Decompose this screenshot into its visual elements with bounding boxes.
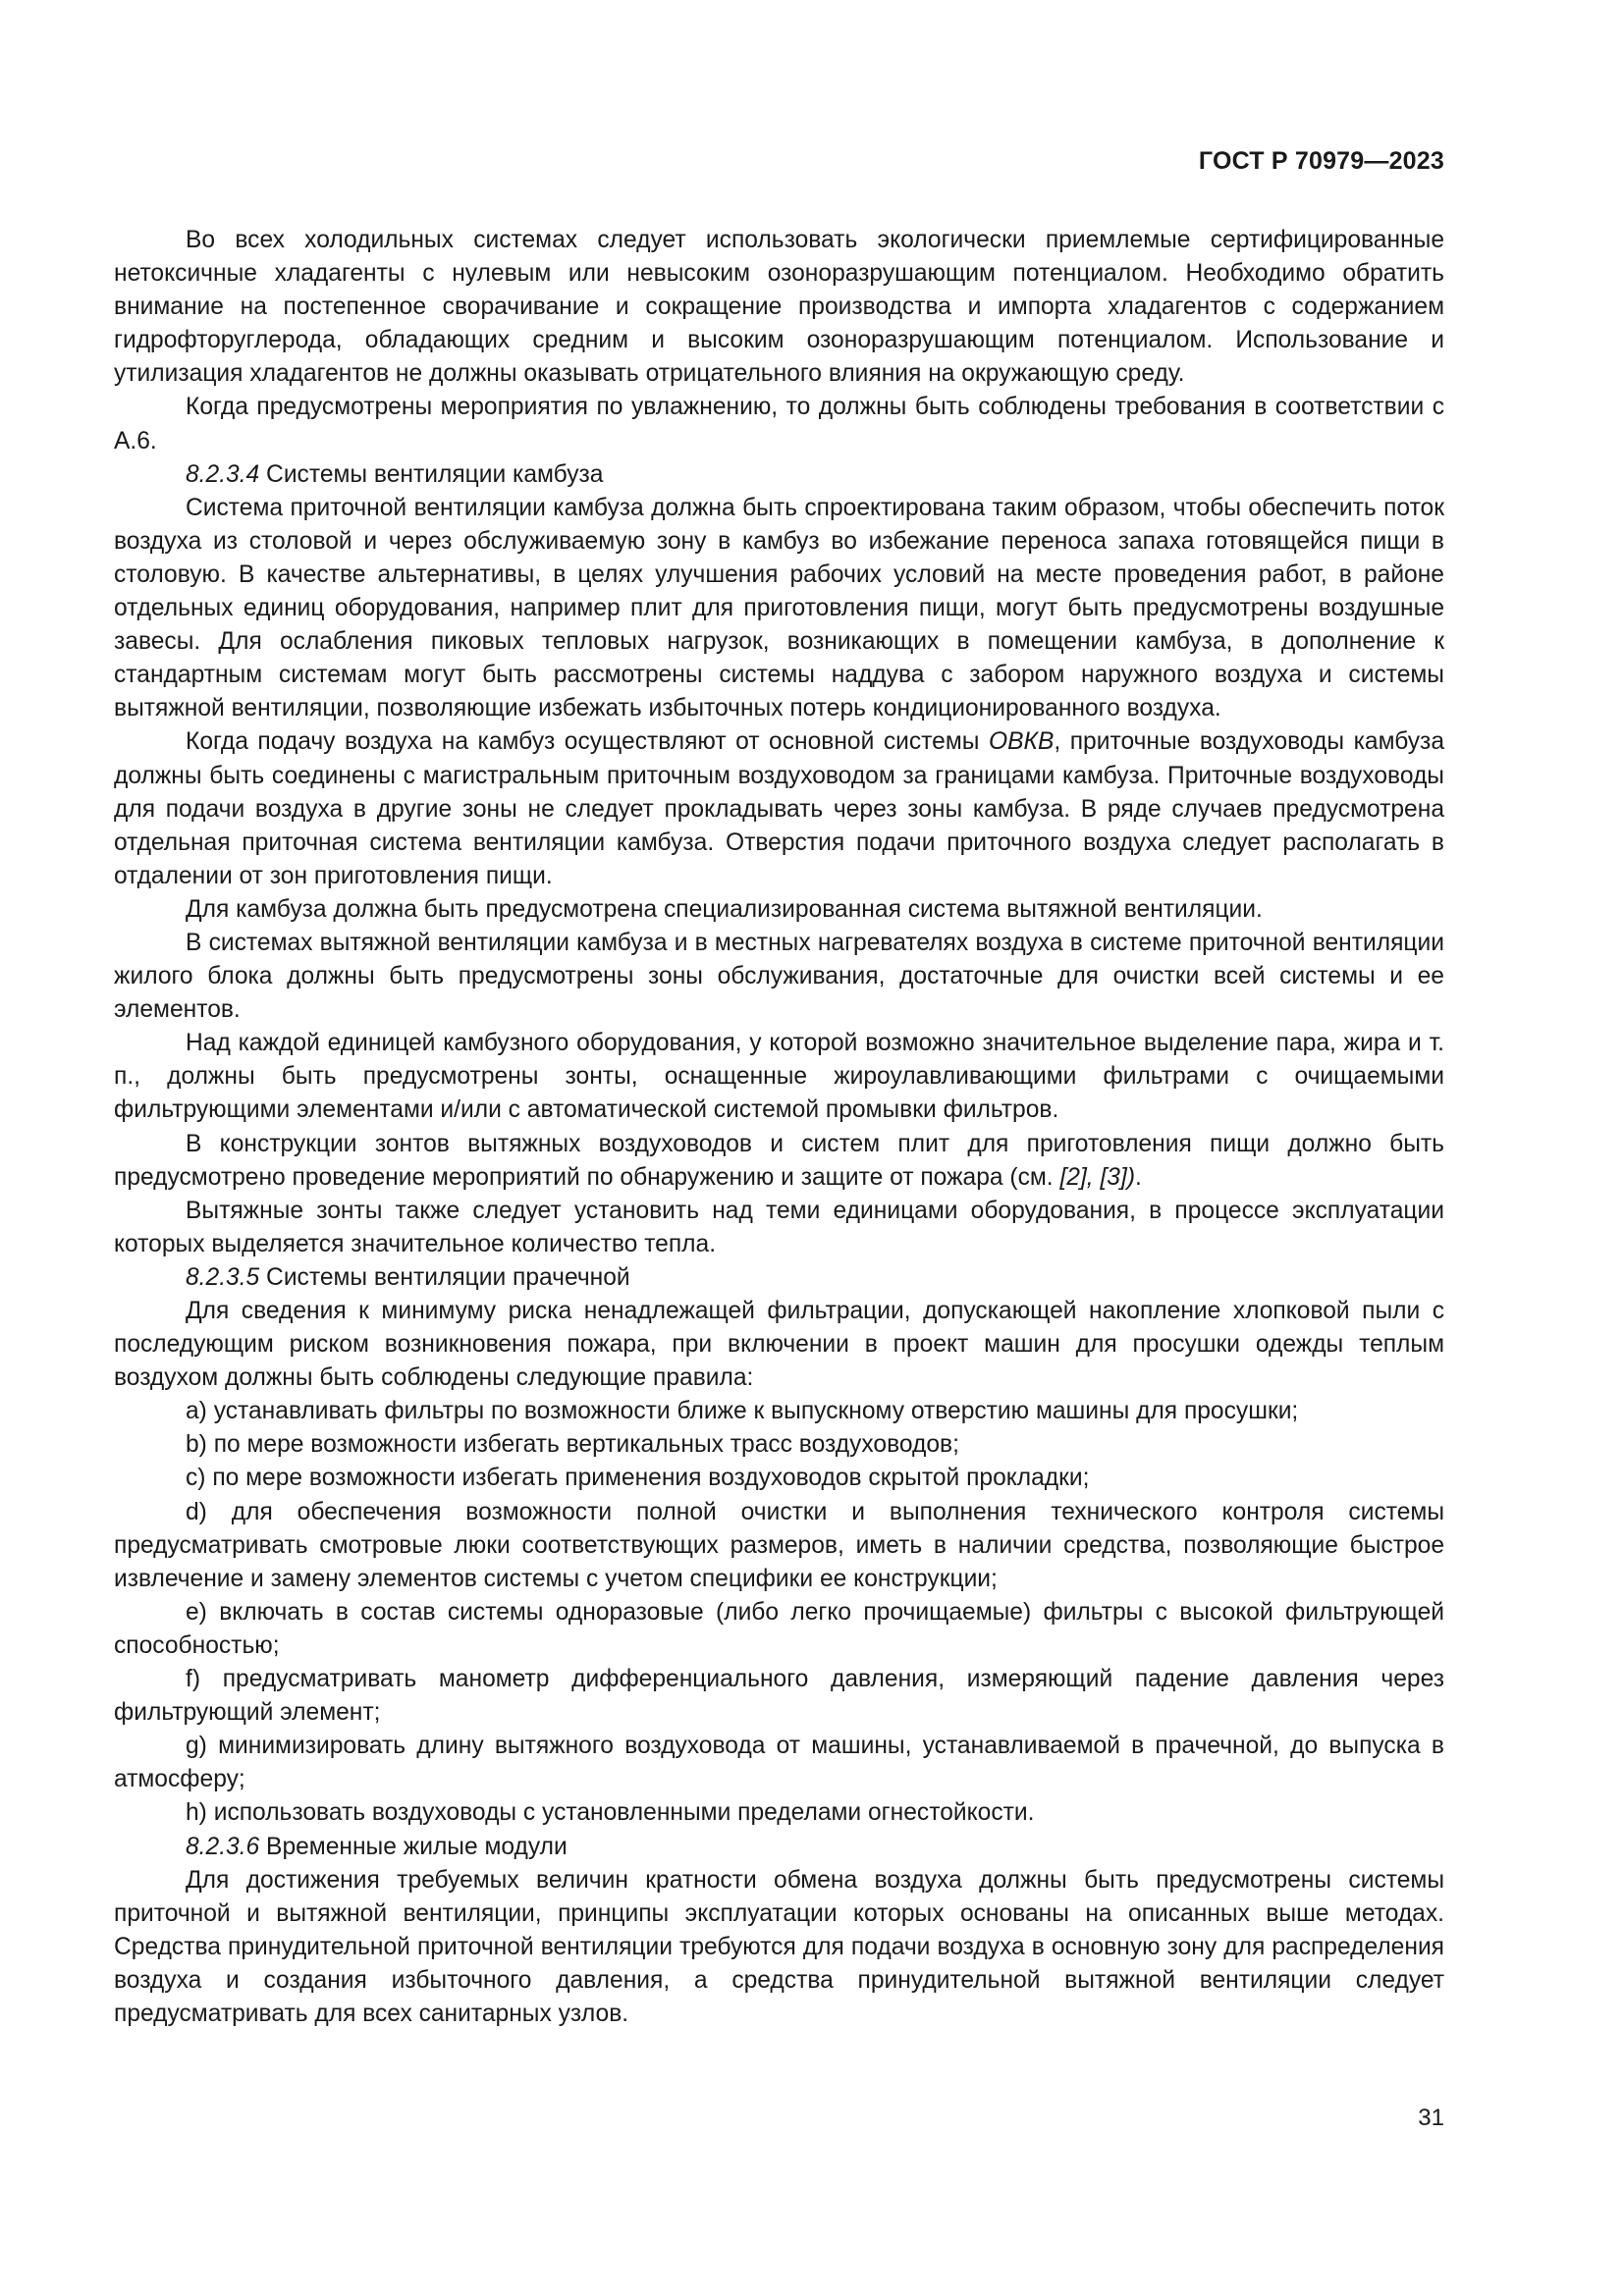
section-heading-8-2-3-4 — [114, 458, 1444, 492]
list-item: c) по мере возможности избегать применения воздуховодов скрытой прокладки; — [186, 1465, 1090, 1492]
reference: [2], [3]) — [1059, 1163, 1136, 1191]
list-item: a) устанавливать фильтры по возможности ближе к выпускному отверстию машины для просушки; — [186, 1398, 1299, 1425]
body-text — [114, 224, 1444, 2031]
text-run: . — [1135, 1163, 1142, 1191]
paragraph: Над каждой единицей камбузного оборудования, у которой возможно значительное выделение пара, жира и т. п., должны быть предусмотрены зонты, оснащенные жироулавливающими фильтрами с очищаемыми фильтрующими элементами и/или с автоматической системой промывки фильтров. — [114, 1030, 1444, 1124]
paragraph — [114, 1128, 1444, 1195]
list-item: g) минимизировать длину вытяжного воздуховода от машины, устанавливаемой в прачечной, до выпуска в атмосферу; — [114, 1733, 1444, 1793]
section-title: Временные жилые модули — [259, 1833, 568, 1860]
section-number: 8.2.3.4 — [186, 460, 260, 488]
text-run: В конструкции зонтов вытяжных воздуховодов и систем плит для приготовления пищи должно быть предусмотрено проведение мероприятий по обнаружению и защите от пожара (см. — [114, 1130, 1444, 1191]
paragraph: Для сведения к минимуму риска ненадлежащей фильтрации, допускающей накопление хлопковой пыли с последующим риском возникновения пожара, при включении в проект машин для просушки одежды теплым воздухом должны быть соблюдены следующие правила: — [114, 1298, 1444, 1392]
paragraph: Когда предусмотрены мероприятия по увлажнению, то должны быть соблюдены требования в соответствии с А.6. — [114, 394, 1444, 454]
paragraph: Во всех холодильных системах следует использовать экологически приемлемые сертифицированные нетоксичные хладагенты с нулевым или невысоким озоноразрушающим потенциалом. Необходимо обратить внимание на постепенное сворачивание и сокращение производства и импорта хладагентов с содержанием гидрофторуглерода, обладающих средним и высоким озоноразрушающим потенциалом. Использование и утилизация хладагентов не должны оказывать отрицательного влияния на окружающую среду. — [114, 227, 1444, 388]
paragraph — [114, 725, 1444, 892]
list-item: e) включать в состав системы одноразовые (либо легко прочищаемые) фильтры с высокой фильтрующей способностью; — [114, 1598, 1444, 1659]
document-id-header: ГОСТ Р 70979—2023 — [1198, 147, 1444, 175]
paragraph: Для камбуза должна быть предусмотрена специализированная система вытяжной вентиляции. — [186, 895, 1263, 923]
section-title: Системы вентиляции камбуза — [259, 460, 604, 488]
paragraph: Для достижения требуемых величин кратности обмена воздуха должны быть предусмотрены системы приточной и вытяжной вентиляции, принципы эксплуатации которых основаны на описанных выше методах. Средства принудительной приточной вентиляции требуются для подачи воздуха в основную зону для распределения воздуха и создания избыточного давления, а средства принудительной вытяжной вентиляции следует предусматривать для всех санитарных узлов. — [114, 1866, 1444, 2027]
section-heading-8-2-3-6 — [114, 1831, 1444, 1864]
list-item: f) предусматривать манометр дифференциального давления, измеряющий падение давления через фильтрующий элемент; — [114, 1666, 1444, 1727]
page-number: 31 — [1418, 2105, 1444, 2131]
paragraph: Вытяжные зонты также следует установить над теми единицами оборудования, в процессе эксплуатации которых выделяется значительное количество тепла. — [114, 1197, 1444, 1257]
paragraph: Система приточной вентиляции камбуза должна быть спроектирована таким образом, чтобы обеспечить поток воздуха из столовой и через обслуживаемую зону в камбуз во избежание переноса запаха готовящейся пищи в столовую. В качестве альтернативы, в целях улучшения рабочих условий на месте проведения работ, в районе отдельных единиц оборудования, например плит для приготовления пищи, могут быть предусмотрены воздушные завесы. Для ослабления пиковых тепловых нагрузок, возникающих в помещении камбуза, в дополнение к стандартным системам могут быть рассмотрены системы наддува с забором наружного воздуха и системы вытяжной вентиляции, позволяющие избежать избыточных потерь кондиционированного воздуха. — [114, 494, 1444, 722]
section-heading-8-2-3-5 — [114, 1261, 1444, 1295]
abbreviation: ОВКВ — [988, 728, 1055, 756]
text-run: , приточные воздуховоды камбуза должны быть соединены с магистральным приточным воздуховодом за границами камбуза. Приточные воздуховоды для подачи воздуха в другие зоны не следует прокладывать через зоны камбуза. В ряде случаев предусмотрена отдельная приточная система вентиляции камбуза. Отверстия подачи приточного воздуха следует располагать в отдалении от зон приготовления пищи. — [114, 728, 1444, 889]
section-number: 8.2.3.5 — [186, 1263, 260, 1291]
list-item: d) для обеспечения возможности полной очистки и выполнения технического контроля системы предусматривать смотровые люки соответствующих размеров, иметь в наличии средства, позволяющие быстрое извлечение и замену элементов системы с учетом специфики ее конструкции; — [114, 1498, 1444, 1592]
paragraph: В системах вытяжной вентиляции камбуза и в местных нагревателях воздуха в системе приточной вентиляции жилого блока должны быть предусмотрены зоны обслуживания, достаточные для очистки всей системы и ее элементов. — [114, 929, 1444, 1024]
list-item: b) по мере возможности избегать вертикальных трасс воздуховодов; — [186, 1431, 959, 1459]
list-item: h) использовать воздуховоды с установленными пределами огнестойкости. — [186, 1799, 1035, 1827]
text-run: Когда подачу воздуха на камбуз осуществляют от основной системы — [186, 728, 989, 756]
section-title: Системы вентиляции прачечной — [259, 1263, 630, 1291]
section-number: 8.2.3.6 — [186, 1833, 260, 1860]
